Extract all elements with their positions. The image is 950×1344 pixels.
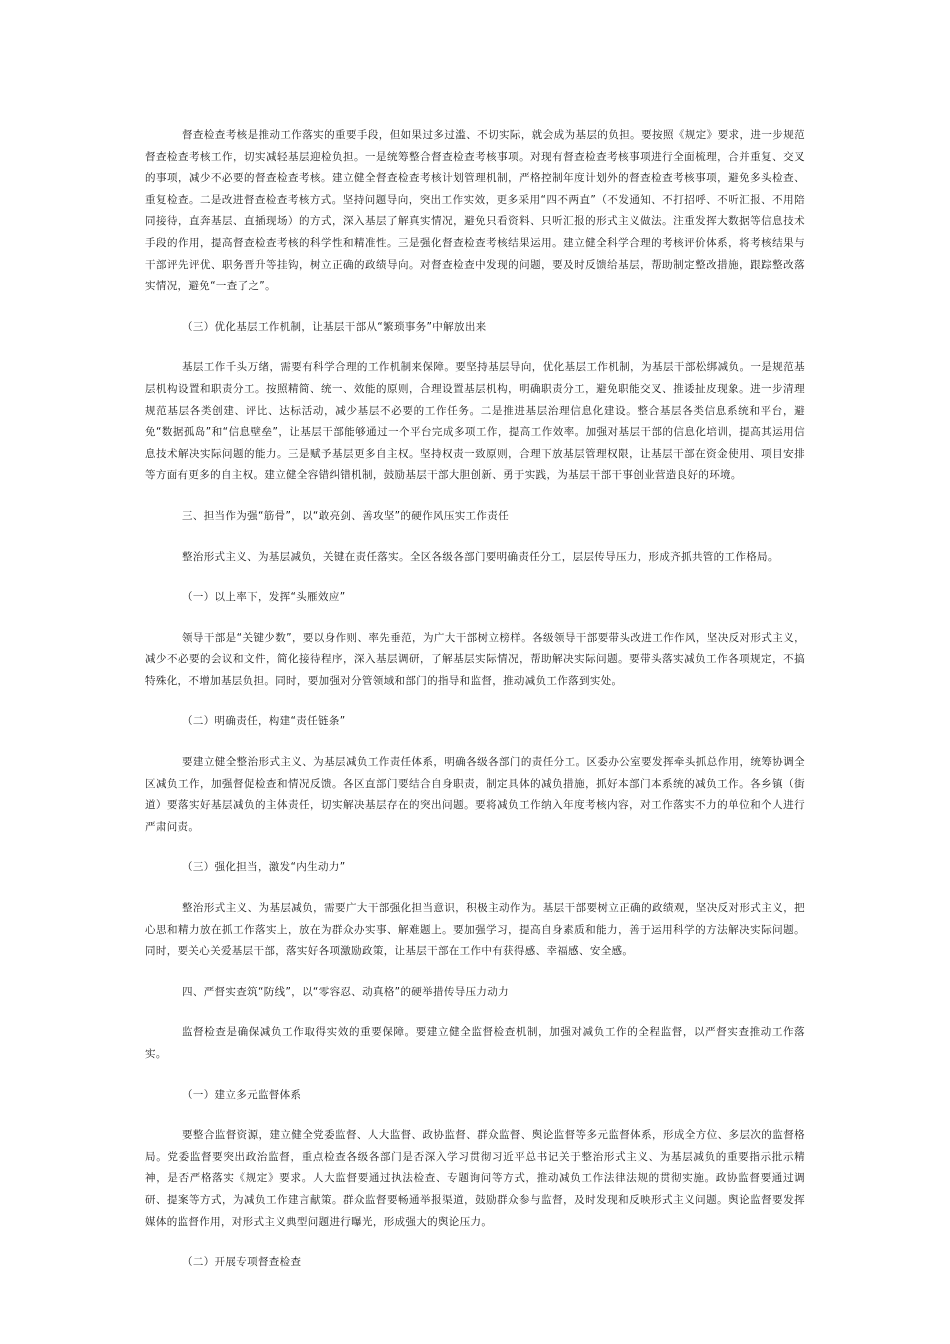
- paragraph: 督查检查考核是推动工作落实的重要手段，但如果过多过滥、不切实际，就会成为基层的负担。要按照《规定》要求，进一步规范督查检查考核工作，切实减轻基层迎检负担。一是统筹整合督查检查考核事项。对现有督查检查考核事项进行全面梳理，合并重复、交叉的事项，减少不必要的督查检查考核。建立健全督查检查考核计划管理机制，严格控制年度计划外的督查检查考核事项，避免多头检查、重复检查。二是改进督查检查考核方式。坚持问题导向，突出工作实效，更多采用“四不两直”（不发通知、不打招呼、不听汇报、不用陪同接待，直奔基层、直插现场）的方式，深入基层了解真实情况，避免只看资料、只听汇报的形式主义做法。注重发挥大数据等信息技术手段的作用，提高督查检查考核的科学性和精准性。三是强化督查检查考核结果运用。建立健全科学合理的考核评价体系，将考核结果与干部评先评优、职务晋升等挂钩，树立正确的政绩导向。对督查检查中发现的问题，要及时反馈给基层，帮助制定整改措施，跟踪整改落实情况，避免“一查了之”。: [145, 129, 805, 293]
- paragraph: 监督检查是确保减负工作取得实效的重要保障。要建立健全监督检查机制，加强对减负工作的全程监督，以严督实查推动工作落实。: [145, 1026, 805, 1060]
- section-heading: （三）优化基层工作机制，让基层干部从“繁琐事务”中解放出来: [182, 320, 487, 333]
- paragraph: 领导干部是“关键少数”，要以身作则、率先垂范，为广大干部树立榜样。各级领导干部要带头改进工作作风，坚决反对形式主义，减少不必要的会议和文件，简化接待程序，深入基层调研，了解基层实际情况，帮助解决实际问题。要带头落实减负工作各项规定，不搞特殊化，不增加基层负担。同时，要加强对分管领域和部门的指导和监督，推动减负工作落到实处。: [145, 631, 805, 687]
- section-heading: （二）开展专项督查检查: [182, 1256, 302, 1269]
- section-heading: （一）以上率下，发挥“头雁效应”: [182, 591, 346, 604]
- section-heading: （三）强化担当，激发“内生动力”: [182, 861, 346, 874]
- paragraph: 要建立健全整治形式主义、为基层减负工作责任体系，明确各级各部门的责任分工。区委办公室要发挥牵头抓总作用，统筹协调全区减负工作，加强督促检查和情况反馈。各区直部门要结合自身职责，制定具体的减负措施，抓好本部门本系统的减负工作。各乡镇（街道）要落实好基层减负的主体责任，切实解决基层存在的突出问题。要将减负工作纳入年度考核内容，对工作落实不力的单位和个人进行严肃问责。: [145, 756, 805, 833]
- document-body: [145, 125, 805, 1274]
- paragraph: 整治形式主义、为基层减负，需要广大干部强化担当意识，积极主动作为。基层干部要树立正确的政绩观，坚决反对形式主义，把心思和精力放在抓工作落实上，放在为群众办实事、解难题上。要加强学习，提高自身素质和能力，善于运用科学的方法解决实际问题。同时，要关心关爱基层干部，落实好各项激励政策，让基层干部在工作中有获得感、幸福感、安全感。: [145, 902, 805, 958]
- section-heading: 四、严督实查筑“防线”，以“零容忍、动真格”的硬举措传导压力动力: [182, 985, 509, 998]
- section-heading: 三、担当作为强“筋骨”，以“敢亮剑、善攻坚”的硬作风压实工作责任: [182, 509, 509, 522]
- section-heading: （二）明确责任，构建“责任链条”: [182, 715, 346, 728]
- paragraph: 要整合监督资源，建立健全党委监督、人大监督、政协监督、群众监督、舆论监督等多元监督体系，形成全方位、多层次的监督格局。党委监督要突出政治监督，重点检查各级各部门是否深入学习贯彻习近平总书记关于整治形式主义、为基层减负的重要指示批示精神，是否严格落实《规定》要求。人大监督要通过执法检查、专题询问等方式，推动减负工作法律法规的贯彻实施。政协监督要通过调研、提案等方式，为减负工作建言献策。群众监督要畅通举报渠道，鼓励群众参与监督，及时发现和反映形式主义问题。舆论监督要发挥媒体的监督作用，对形式主义典型问题进行曝光，形成强大的舆论压力。: [145, 1129, 805, 1228]
- paragraph: 整治形式主义、为基层减负，关键在责任落实。全区各级各部门要明确责任分工，层层传导压力，形成齐抓共管的工作格局。: [182, 550, 779, 563]
- section-heading: （一）建立多元监督体系: [182, 1088, 302, 1101]
- paragraph: 基层工作千头万绪，需要有科学合理的工作机制来保障。要坚持基层导向，优化基层工作机制，为基层干部松绑减负。一是规范基层机构设置和职责分工。按照精简、统一、效能的原则，合理设置基层机构，明确职责分工，避免职能交叉、推诿扯皮现象。进一步清理规范基层各类创建、评比、达标活动，减少基层不必要的工作任务。二是推进基层治理信息化建设。整合基层各类信息系统和平台，避免“数据孤岛”和“信息壁垒”，让基层干部能够通过一个平台完成多项工作，提高工作效率。加强对基层干部的信息化培训，提高其运用信息技术解决实际问题的能力。三是赋予基层更多自主权。坚持权责一致原则，合理下放基层管理权限，让基层干部在资金使用、项目安排等方面有更多的自主权。建立健全容错纠错机制，鼓励基层干部大胆创新、勇于实践，为基层干部干事创业营造良好的环境。: [145, 361, 805, 482]
